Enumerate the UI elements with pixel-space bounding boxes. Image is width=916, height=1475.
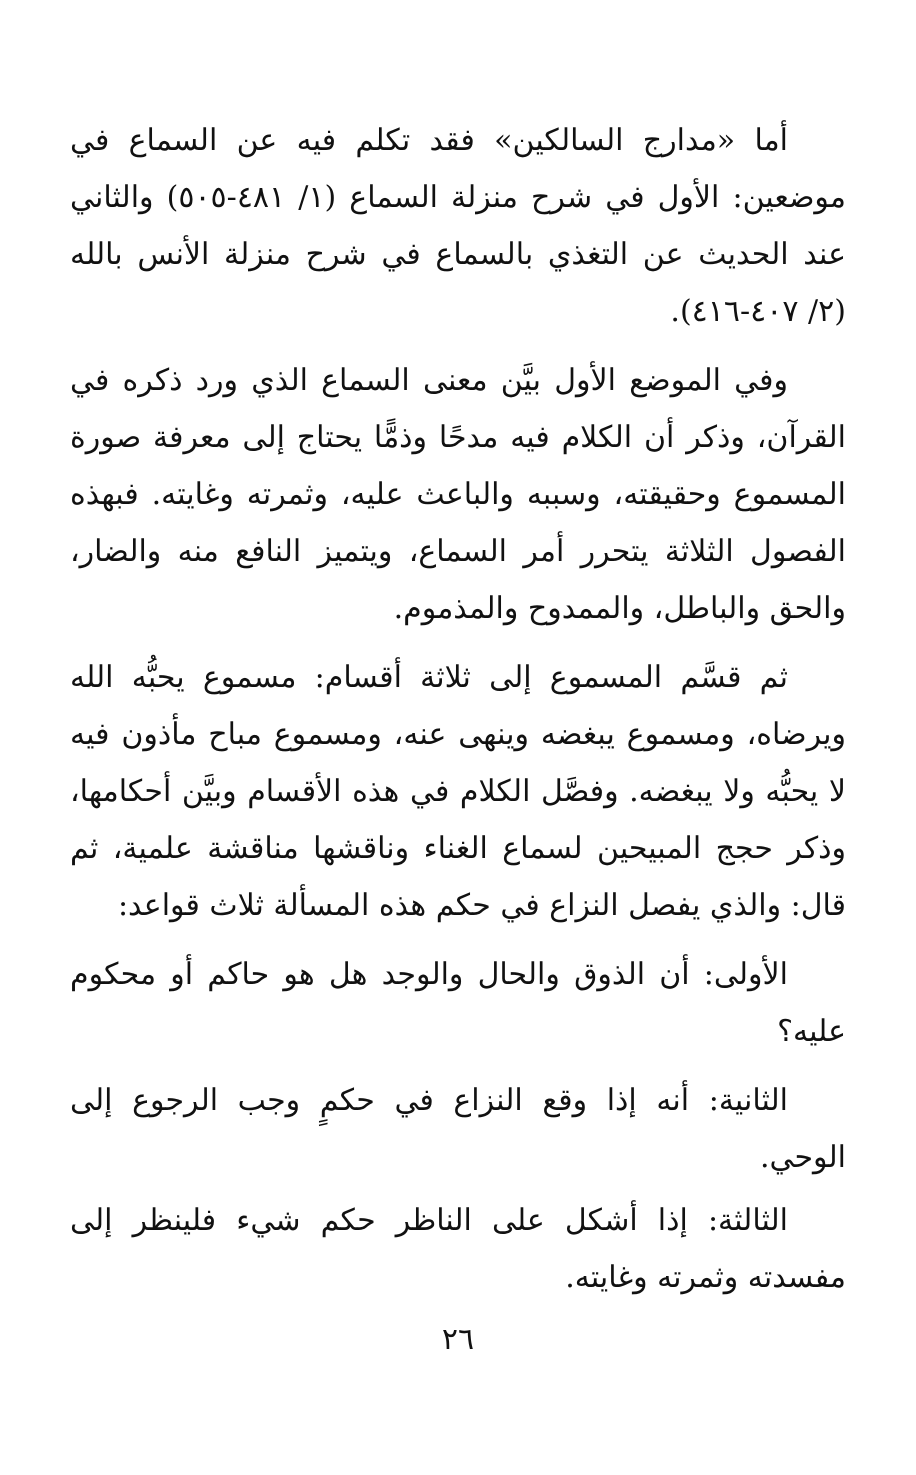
- paragraph-1: أما «مدارج السالكين» فقد تكلم فيه عن السماع في موضعين: الأول في شرح منزلة السماع (١/ ٤٨١-٥٠٥) والثاني عند الحديث عن التغذي بالسماع في شرح منزلة الأنس بالله (٢/ ٤٠٧-٤١٦).: [70, 123, 846, 329]
- page-number: ٢٦: [441, 1322, 475, 1357]
- paragraph-2: وفي الموضع الأول بيَّن معنى السماع الذي ورد ذكره في القرآن، وذكر أن الكلام فيه مدحًا وذمًّا يحتاج إلى معرفة صورة المسموع وحقيقته، وسببه والباعث عليه، وثمرته وغايته. فبهذه الفصول الثلاثة يتحرر أمر السماع، ويتميز النافع منه والضار، والحق والباطل، والممدوح والمذموم.: [70, 363, 846, 626]
- paragraph-3: ثم قسَّم المسموع إلى ثلاثة أقسام: مسموع يحبُّه الله ويرضاه، ومسموع يبغضه وينهى عنه، ومسموع مباح مأذون فيه لا يحبُّه ولا يبغضه. وفصَّل الكلام في هذه الأقسام وبيَّن أحكامها، وذكر حجج المبيحين لسماع الغناء وناقشها مناقشة علمية، ثم قال: والذي يفصل النزاع في حكم هذه المسألة ثلاث قواعد:: [70, 660, 846, 923]
- page-body: [70, 112, 846, 1306]
- paragraph-4: الأولى: أن الذوق والحال والوجد هل هو حاكم أو محكوم عليه؟: [70, 957, 846, 1049]
- paragraph-6: الثالثة: إذا أشكل على الناظر حكم شيء فلينظر إلى مفسدته وثمرته وغايته.: [70, 1203, 846, 1295]
- paragraph-5: الثانية: أنه إذا وقع النزاع في حكمٍ وجب الرجوع إلى الوحي.: [70, 1083, 846, 1175]
